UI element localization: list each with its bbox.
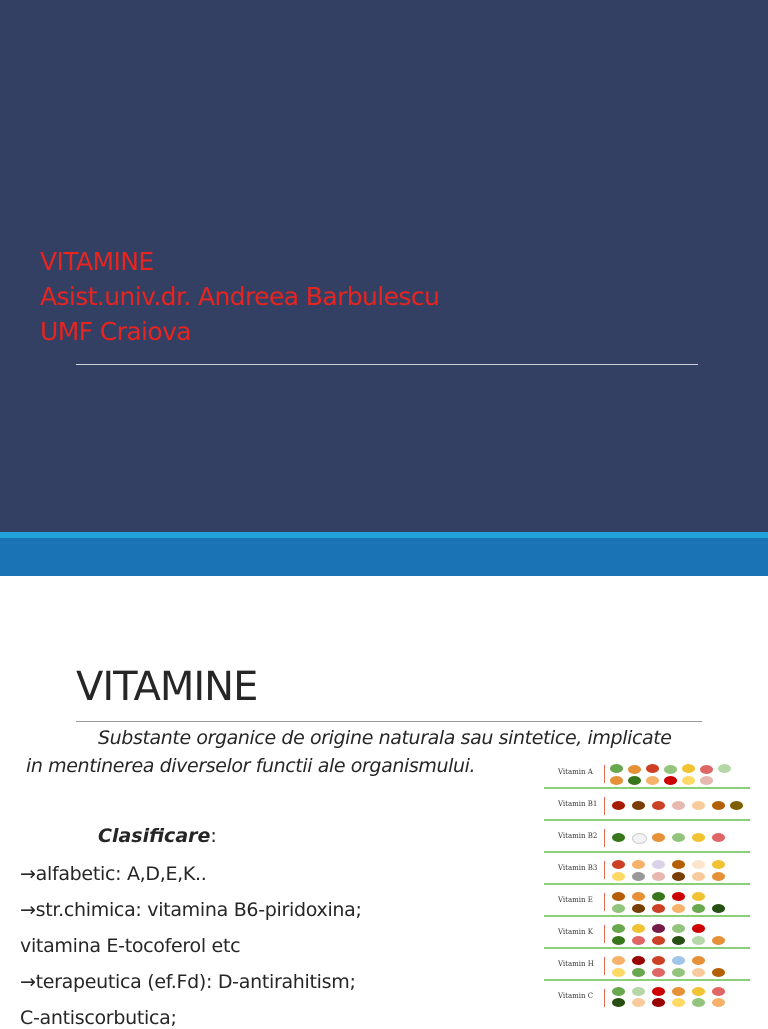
food-icon bbox=[692, 956, 705, 965]
food-icon bbox=[610, 764, 623, 773]
vitamin-row bbox=[542, 983, 752, 1013]
food-icon bbox=[672, 833, 685, 842]
vitamin-row-line bbox=[544, 915, 750, 917]
vitamin-separator bbox=[604, 765, 605, 783]
vitamin-row-line bbox=[544, 979, 750, 981]
vitamin-separator bbox=[604, 925, 605, 943]
food-icon bbox=[672, 872, 685, 881]
list-item-terapeutica: →terapeutica (ef.Fd): D-antirahitism; bbox=[20, 971, 356, 993]
food-icon bbox=[652, 904, 665, 913]
list-item-alfabetic: →alfabetic: A,D,E,K.. bbox=[20, 863, 207, 885]
food-icon bbox=[632, 998, 645, 1007]
food-icon bbox=[692, 924, 705, 933]
vitamin-separator bbox=[604, 957, 605, 975]
vitamin-row-line bbox=[544, 787, 750, 789]
vitamin-label: Vitamin A bbox=[558, 768, 593, 776]
food-icon bbox=[652, 833, 665, 842]
food-icon bbox=[612, 872, 625, 881]
food-icon bbox=[632, 801, 645, 810]
food-icon bbox=[692, 998, 705, 1007]
food-icon bbox=[628, 776, 641, 785]
food-icon bbox=[692, 987, 705, 996]
vitamin-label: Vitamin B3 bbox=[558, 864, 598, 872]
food-icon bbox=[672, 904, 685, 913]
clasificare-heading bbox=[98, 825, 217, 847]
food-icon bbox=[632, 987, 645, 996]
food-icon bbox=[672, 924, 685, 933]
slide-title: VITAMINE bbox=[40, 247, 154, 276]
food-icon bbox=[652, 924, 665, 933]
vitamin-row-line bbox=[544, 819, 750, 821]
content-slide bbox=[0, 576, 768, 1029]
list-item-chimica: →str.chimica: vitamina B6-piridoxina; bbox=[20, 899, 362, 921]
food-icon bbox=[672, 968, 685, 977]
food-icon bbox=[712, 936, 725, 945]
food-icon bbox=[692, 892, 705, 901]
clasificare-colon: : bbox=[210, 825, 217, 847]
vitamin-row bbox=[542, 823, 752, 853]
vitamin-separator bbox=[604, 861, 605, 879]
food-icon bbox=[612, 956, 625, 965]
blue-band bbox=[0, 532, 768, 576]
food-icon bbox=[692, 872, 705, 881]
food-icon bbox=[612, 892, 625, 901]
food-icon bbox=[672, 860, 685, 869]
food-icon bbox=[664, 776, 677, 785]
content-divider bbox=[76, 721, 702, 722]
vitamin-row bbox=[542, 855, 752, 885]
vitamin-row bbox=[542, 759, 752, 789]
food-icon bbox=[628, 765, 641, 774]
author-line: Asist.univ.dr. Andreea Barbulescu bbox=[40, 282, 440, 311]
vitamin-label: Vitamin C bbox=[558, 992, 594, 1000]
food-icon bbox=[632, 892, 645, 901]
food-icon bbox=[612, 924, 625, 933]
food-icon bbox=[632, 936, 645, 945]
food-icon bbox=[692, 833, 705, 842]
food-icon bbox=[632, 956, 645, 965]
food-icon bbox=[712, 998, 725, 1007]
food-icon bbox=[718, 764, 731, 773]
vitamin-row bbox=[542, 919, 752, 949]
food-icon bbox=[672, 987, 685, 996]
food-icon bbox=[646, 764, 659, 773]
food-icon bbox=[712, 833, 725, 842]
vitamin-separator bbox=[604, 989, 605, 1007]
food-icon bbox=[612, 801, 625, 810]
food-icon bbox=[612, 998, 625, 1007]
title-divider bbox=[76, 364, 698, 365]
list-item-tocoferol: vitamina E-tocoferol etc bbox=[20, 935, 241, 957]
food-icon bbox=[692, 860, 705, 869]
food-icon bbox=[612, 968, 625, 977]
food-icon bbox=[712, 872, 725, 881]
food-icon bbox=[652, 998, 665, 1007]
vitamin-label: Vitamin B1 bbox=[558, 800, 598, 808]
food-icon bbox=[646, 776, 659, 785]
food-icon bbox=[632, 924, 645, 933]
food-icon bbox=[612, 833, 625, 842]
food-icon bbox=[612, 904, 625, 913]
food-icon bbox=[612, 987, 625, 996]
food-icon bbox=[712, 801, 725, 810]
vitamin-row bbox=[542, 951, 752, 981]
vitamin-row bbox=[542, 887, 752, 917]
institution-line: UMF Craiova bbox=[40, 317, 192, 346]
food-icon bbox=[672, 956, 685, 965]
vitamin-row-line bbox=[544, 947, 750, 949]
vitamin-row-line bbox=[544, 883, 750, 885]
food-icon bbox=[672, 936, 685, 945]
food-icon bbox=[712, 968, 725, 977]
intro-line-1: Substante organice de origine naturala sau sintetice, implicate bbox=[98, 727, 672, 749]
list-item-antiscorbutica: C-antiscorbutica; bbox=[20, 1007, 177, 1029]
food-icon bbox=[672, 892, 685, 901]
food-icon bbox=[632, 833, 647, 844]
title-block bbox=[40, 244, 439, 349]
vitamin-row-line bbox=[544, 851, 750, 853]
food-icon bbox=[664, 765, 677, 774]
food-icon bbox=[672, 998, 685, 1007]
food-icon bbox=[672, 801, 685, 810]
food-icon bbox=[692, 968, 705, 977]
food-icon bbox=[610, 776, 623, 785]
food-icon bbox=[652, 801, 665, 810]
food-icon bbox=[730, 801, 743, 810]
vitamin-label: Vitamin H bbox=[558, 960, 594, 968]
vitamin-separator bbox=[604, 829, 605, 847]
food-icon bbox=[692, 904, 705, 913]
food-icon bbox=[712, 860, 725, 869]
vitamin-row bbox=[542, 791, 752, 821]
food-icon bbox=[652, 860, 665, 869]
food-icon bbox=[712, 904, 725, 913]
food-icon bbox=[632, 872, 645, 881]
food-icon bbox=[632, 904, 645, 913]
food-icon bbox=[682, 764, 695, 773]
food-icon bbox=[612, 860, 625, 869]
food-icon bbox=[692, 936, 705, 945]
food-icon bbox=[700, 765, 713, 774]
food-icon bbox=[632, 860, 645, 869]
food-icon bbox=[652, 872, 665, 881]
vitamin-separator bbox=[604, 893, 605, 911]
food-icon bbox=[652, 968, 665, 977]
vitamin-label: Vitamin B2 bbox=[558, 832, 598, 840]
vitamin-foods-image bbox=[542, 759, 752, 1009]
food-icon bbox=[712, 987, 725, 996]
food-icon bbox=[692, 801, 705, 810]
intro-line-2: in mentinerea diverselor functii ale organismului. bbox=[26, 755, 476, 777]
blue-band-stripe bbox=[0, 538, 768, 576]
vitamin-label: Vitamin K bbox=[558, 928, 593, 936]
vitamin-separator bbox=[604, 797, 605, 815]
content-title: VITAMINE bbox=[76, 664, 258, 710]
food-icon bbox=[652, 936, 665, 945]
food-icon bbox=[652, 892, 665, 901]
food-icon bbox=[652, 987, 665, 996]
food-icon bbox=[652, 956, 665, 965]
food-icon bbox=[682, 776, 695, 785]
clasificare-label: Clasificare bbox=[98, 825, 211, 847]
food-icon bbox=[632, 968, 645, 977]
food-icon bbox=[612, 936, 625, 945]
food-icon bbox=[700, 776, 713, 785]
vitamin-label: Vitamin E bbox=[558, 896, 593, 904]
